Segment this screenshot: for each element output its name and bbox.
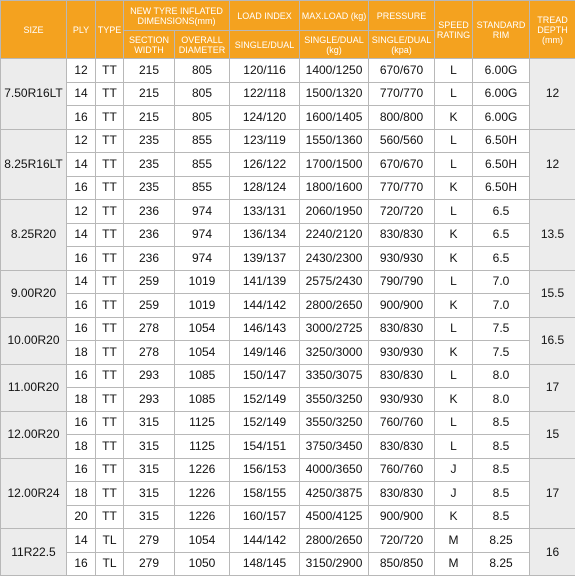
table-row [1, 411, 575, 435]
cell-max-load: 1550/1360 [300, 129, 369, 153]
cell-diameter: 974 [175, 223, 230, 247]
cell-pressure: 670/670 [369, 59, 435, 83]
cell-pressure: 930/930 [369, 388, 435, 412]
cell-pressure: 670/670 [369, 153, 435, 177]
cell-rim: 8.5 [473, 411, 530, 435]
cell-diameter: 1019 [175, 294, 230, 318]
cell-ply: 16 [67, 364, 96, 388]
cell-diameter: 1125 [175, 435, 230, 459]
cell-pressure: 900/900 [369, 505, 435, 529]
cell-type: TT [96, 247, 124, 271]
table-row [1, 82, 575, 106]
cell-width: 215 [124, 82, 175, 106]
cell-size: 12.00R24 [1, 458, 67, 529]
cell-pressure: 770/770 [369, 176, 435, 200]
cell-rim: 7.5 [473, 317, 530, 341]
cell-load-index: 152/149 [230, 411, 300, 435]
cell-load-index: 156/153 [230, 458, 300, 482]
cell-diameter: 1226 [175, 458, 230, 482]
cell-ply: 14 [67, 270, 96, 294]
cell-ply: 16 [67, 294, 96, 318]
cell-pressure: 760/760 [369, 411, 435, 435]
cell-size: 7.50R16LT [1, 59, 67, 130]
cell-ply: 14 [67, 153, 96, 177]
header-load-single-dual: SINGLE/DUAL [230, 31, 300, 59]
cell-type: TT [96, 482, 124, 506]
cell-width: 259 [124, 270, 175, 294]
cell-rim: 7.5 [473, 341, 530, 365]
table-row [1, 529, 575, 553]
cell-speed: L [435, 200, 473, 224]
cell-type: TT [96, 317, 124, 341]
cell-type: TT [96, 364, 124, 388]
cell-load-index: 122/118 [230, 82, 300, 106]
cell-diameter: 855 [175, 129, 230, 153]
cell-rim: 6.50H [473, 176, 530, 200]
cell-load-index: 141/139 [230, 270, 300, 294]
cell-ply: 16 [67, 411, 96, 435]
cell-rim: 8.5 [473, 505, 530, 529]
cell-load-index: 120/116 [230, 59, 300, 83]
cell-speed: K [435, 388, 473, 412]
cell-pressure: 850/850 [369, 552, 435, 576]
cell-width: 315 [124, 435, 175, 459]
cell-speed: M [435, 552, 473, 576]
cell-ply: 18 [67, 482, 96, 506]
cell-load-index: 144/142 [230, 294, 300, 318]
cell-diameter: 805 [175, 82, 230, 106]
cell-rim: 8.0 [473, 364, 530, 388]
table-row [1, 388, 575, 412]
cell-diameter: 1226 [175, 482, 230, 506]
header-pressure-single-dual: SINGLE/DUAL (kpa) [369, 31, 435, 59]
cell-type: TT [96, 341, 124, 365]
cell-ply: 12 [67, 59, 96, 83]
cell-rim: 6.5 [473, 200, 530, 224]
cell-type: TT [96, 388, 124, 412]
header-load-index: LOAD INDEX [230, 1, 300, 31]
cell-pressure: 720/720 [369, 200, 435, 224]
table-row [1, 505, 575, 529]
cell-pressure: 830/830 [369, 223, 435, 247]
cell-diameter: 1054 [175, 341, 230, 365]
cell-load-index: 152/149 [230, 388, 300, 412]
cell-max-load: 1400/1250 [300, 59, 369, 83]
cell-type: TL [96, 529, 124, 553]
cell-max-load: 1700/1500 [300, 153, 369, 177]
cell-max-load: 1600/1405 [300, 106, 369, 130]
cell-rim: 6.5 [473, 223, 530, 247]
cell-pressure: 830/830 [369, 435, 435, 459]
cell-max-load: 3550/3250 [300, 411, 369, 435]
cell-load-index: 154/151 [230, 435, 300, 459]
cell-speed: L [435, 435, 473, 459]
cell-size: 8.25R20 [1, 200, 67, 271]
cell-speed: L [435, 153, 473, 177]
cell-diameter: 1019 [175, 270, 230, 294]
cell-max-load: 3750/3450 [300, 435, 369, 459]
cell-width: 293 [124, 388, 175, 412]
cell-width: 315 [124, 482, 175, 506]
cell-ply: 18 [67, 388, 96, 412]
cell-type: TT [96, 153, 124, 177]
cell-diameter: 1085 [175, 364, 230, 388]
cell-load-index: 128/124 [230, 176, 300, 200]
cell-rim: 7.0 [473, 270, 530, 294]
cell-max-load: 4000/3650 [300, 458, 369, 482]
cell-type: TT [96, 176, 124, 200]
cell-ply: 12 [67, 129, 96, 153]
cell-size: 9.00R20 [1, 270, 67, 317]
cell-type: TL [96, 552, 124, 576]
cell-max-load: 4250/3875 [300, 482, 369, 506]
header-overall-diameter: OVERALL DIAMETER [175, 31, 230, 59]
cell-diameter: 974 [175, 200, 230, 224]
cell-width: 236 [124, 200, 175, 224]
cell-rim: 8.5 [473, 482, 530, 506]
table-row [1, 364, 575, 388]
header-max-load: MAX.LOAD (kg) [300, 1, 369, 31]
cell-speed: K [435, 247, 473, 271]
cell-tread-depth: 17 [530, 458, 575, 529]
cell-load-index: 136/134 [230, 223, 300, 247]
cell-load-index: 149/146 [230, 341, 300, 365]
header-dimensions: NEW TYRE INFLATED DIMENSIONS(mm) [124, 1, 230, 31]
cell-rim: 6.00G [473, 59, 530, 83]
cell-speed: L [435, 129, 473, 153]
table-body [1, 59, 575, 576]
cell-diameter: 855 [175, 176, 230, 200]
cell-pressure: 720/720 [369, 529, 435, 553]
cell-pressure: 830/830 [369, 482, 435, 506]
cell-load-index: 123/119 [230, 129, 300, 153]
cell-speed: M [435, 529, 473, 553]
cell-width: 279 [124, 529, 175, 553]
cell-pressure: 770/770 [369, 82, 435, 106]
cell-speed: J [435, 458, 473, 482]
cell-type: TT [96, 270, 124, 294]
cell-width: 315 [124, 458, 175, 482]
cell-max-load: 2800/2650 [300, 294, 369, 318]
cell-ply: 20 [67, 505, 96, 529]
cell-load-index: 158/155 [230, 482, 300, 506]
cell-tread-depth: 17 [530, 364, 575, 411]
cell-width: 235 [124, 176, 175, 200]
cell-size: 10.00R20 [1, 317, 67, 364]
cell-pressure: 760/760 [369, 458, 435, 482]
cell-type: TT [96, 200, 124, 224]
cell-rim: 6.5 [473, 247, 530, 271]
header-standard-rim: STANDARD RIM [473, 1, 530, 59]
cell-type: TT [96, 59, 124, 83]
cell-max-load: 3350/3075 [300, 364, 369, 388]
cell-diameter: 974 [175, 247, 230, 271]
cell-ply: 16 [67, 317, 96, 341]
cell-speed: K [435, 176, 473, 200]
cell-size: 8.25R16LT [1, 129, 67, 200]
cell-type: TT [96, 82, 124, 106]
cell-ply: 14 [67, 529, 96, 553]
cell-diameter: 1226 [175, 505, 230, 529]
cell-tread-depth: 15.5 [530, 270, 575, 317]
cell-max-load: 2800/2650 [300, 529, 369, 553]
cell-diameter: 855 [175, 153, 230, 177]
cell-speed: K [435, 341, 473, 365]
cell-pressure: 900/900 [369, 294, 435, 318]
cell-type: TT [96, 106, 124, 130]
cell-load-index: 126/122 [230, 153, 300, 177]
cell-rim: 8.0 [473, 388, 530, 412]
table-row [1, 294, 575, 318]
cell-diameter: 805 [175, 59, 230, 83]
cell-type: TT [96, 223, 124, 247]
cell-max-load: 3550/3250 [300, 388, 369, 412]
table-row [1, 341, 575, 365]
cell-max-load: 2240/2120 [300, 223, 369, 247]
cell-width: 236 [124, 247, 175, 271]
cell-width: 215 [124, 106, 175, 130]
table-row [1, 317, 575, 341]
cell-speed: L [435, 364, 473, 388]
cell-diameter: 1054 [175, 529, 230, 553]
cell-max-load: 4500/4125 [300, 505, 369, 529]
cell-pressure: 830/830 [369, 364, 435, 388]
cell-tread-depth: 15 [530, 411, 575, 458]
table-header [1, 1, 575, 59]
table-row [1, 223, 575, 247]
cell-diameter: 1054 [175, 317, 230, 341]
table-row [1, 153, 575, 177]
table-row [1, 482, 575, 506]
cell-load-index: 144/142 [230, 529, 300, 553]
table-row [1, 458, 575, 482]
cell-max-load: 2575/2430 [300, 270, 369, 294]
cell-diameter: 805 [175, 106, 230, 130]
cell-type: TT [96, 129, 124, 153]
cell-width: 215 [124, 59, 175, 83]
cell-width: 315 [124, 505, 175, 529]
cell-rim: 6.00G [473, 106, 530, 130]
header-section-width: SECTION WIDTH [124, 31, 175, 59]
cell-width: 279 [124, 552, 175, 576]
cell-diameter: 1085 [175, 388, 230, 412]
cell-pressure: 790/790 [369, 270, 435, 294]
cell-max-load: 2060/1950 [300, 200, 369, 224]
cell-ply: 16 [67, 106, 96, 130]
cell-ply: 18 [67, 435, 96, 459]
cell-tread-depth: 12 [530, 129, 575, 200]
cell-speed: L [435, 411, 473, 435]
cell-pressure: 830/830 [369, 317, 435, 341]
cell-tread-depth: 16 [530, 529, 575, 576]
cell-width: 235 [124, 153, 175, 177]
cell-rim: 6.00G [473, 82, 530, 106]
cell-load-index: 124/120 [230, 106, 300, 130]
cell-type: TT [96, 505, 124, 529]
cell-speed: L [435, 82, 473, 106]
cell-size: 11.00R20 [1, 364, 67, 411]
cell-load-index: 146/143 [230, 317, 300, 341]
cell-width: 278 [124, 317, 175, 341]
cell-type: TT [96, 435, 124, 459]
table-row [1, 59, 575, 83]
cell-max-load: 1800/1600 [300, 176, 369, 200]
cell-rim: 7.0 [473, 294, 530, 318]
header-tread-depth: TREAD DEPTH (mm) [530, 1, 575, 59]
cell-max-load: 3000/2725 [300, 317, 369, 341]
cell-speed: L [435, 317, 473, 341]
cell-width: 235 [124, 129, 175, 153]
cell-ply: 16 [67, 458, 96, 482]
header-speed-rating: SPEED RATING [435, 1, 473, 59]
cell-pressure: 800/800 [369, 106, 435, 130]
table-row [1, 270, 575, 294]
cell-ply: 14 [67, 82, 96, 106]
table-row [1, 106, 575, 130]
table-row [1, 552, 575, 576]
cell-speed: K [435, 505, 473, 529]
cell-tread-depth: 12 [530, 59, 575, 130]
cell-speed: K [435, 223, 473, 247]
table-row [1, 200, 575, 224]
cell-width: 315 [124, 411, 175, 435]
header-type: TYPE [96, 1, 124, 59]
cell-ply: 16 [67, 247, 96, 271]
cell-ply: 12 [67, 200, 96, 224]
cell-speed: L [435, 59, 473, 83]
cell-ply: 14 [67, 223, 96, 247]
cell-rim: 8.5 [473, 458, 530, 482]
table-row [1, 435, 575, 459]
cell-pressure: 930/930 [369, 247, 435, 271]
header-pressure: PRESSURE [369, 1, 435, 31]
cell-diameter: 1050 [175, 552, 230, 576]
cell-type: TT [96, 458, 124, 482]
cell-width: 236 [124, 223, 175, 247]
cell-rim: 8.5 [473, 435, 530, 459]
cell-tread-depth: 13.5 [530, 200, 575, 271]
cell-pressure: 560/560 [369, 129, 435, 153]
cell-size: 12.00R20 [1, 411, 67, 458]
header-ply: PLY [67, 1, 96, 59]
cell-type: TT [96, 411, 124, 435]
cell-rim: 6.50H [473, 129, 530, 153]
cell-max-load: 1500/1320 [300, 82, 369, 106]
cell-pressure: 930/930 [369, 341, 435, 365]
cell-max-load: 2430/2300 [300, 247, 369, 271]
cell-max-load: 3250/3000 [300, 341, 369, 365]
cell-rim: 8.25 [473, 529, 530, 553]
cell-size: 11R22.5 [1, 529, 67, 576]
cell-width: 278 [124, 341, 175, 365]
cell-load-index: 133/131 [230, 200, 300, 224]
cell-load-index: 139/137 [230, 247, 300, 271]
cell-ply: 16 [67, 552, 96, 576]
cell-speed: J [435, 482, 473, 506]
cell-speed: L [435, 270, 473, 294]
cell-diameter: 1125 [175, 411, 230, 435]
cell-tread-depth: 16.5 [530, 317, 575, 364]
cell-width: 259 [124, 294, 175, 318]
cell-speed: K [435, 294, 473, 318]
cell-ply: 16 [67, 176, 96, 200]
table-row [1, 247, 575, 271]
cell-speed: K [435, 106, 473, 130]
cell-rim: 6.50H [473, 153, 530, 177]
cell-load-index: 148/145 [230, 552, 300, 576]
table-row [1, 176, 575, 200]
cell-max-load: 3150/2900 [300, 552, 369, 576]
table-row [1, 129, 575, 153]
header-max-load-single-dual: SINGLE/DUAL (kg) [300, 31, 369, 59]
cell-load-index: 160/157 [230, 505, 300, 529]
cell-width: 293 [124, 364, 175, 388]
header-size: SIZE [1, 1, 67, 59]
cell-load-index: 150/147 [230, 364, 300, 388]
cell-type: TT [96, 294, 124, 318]
cell-ply: 18 [67, 341, 96, 365]
cell-rim: 8.25 [473, 552, 530, 576]
